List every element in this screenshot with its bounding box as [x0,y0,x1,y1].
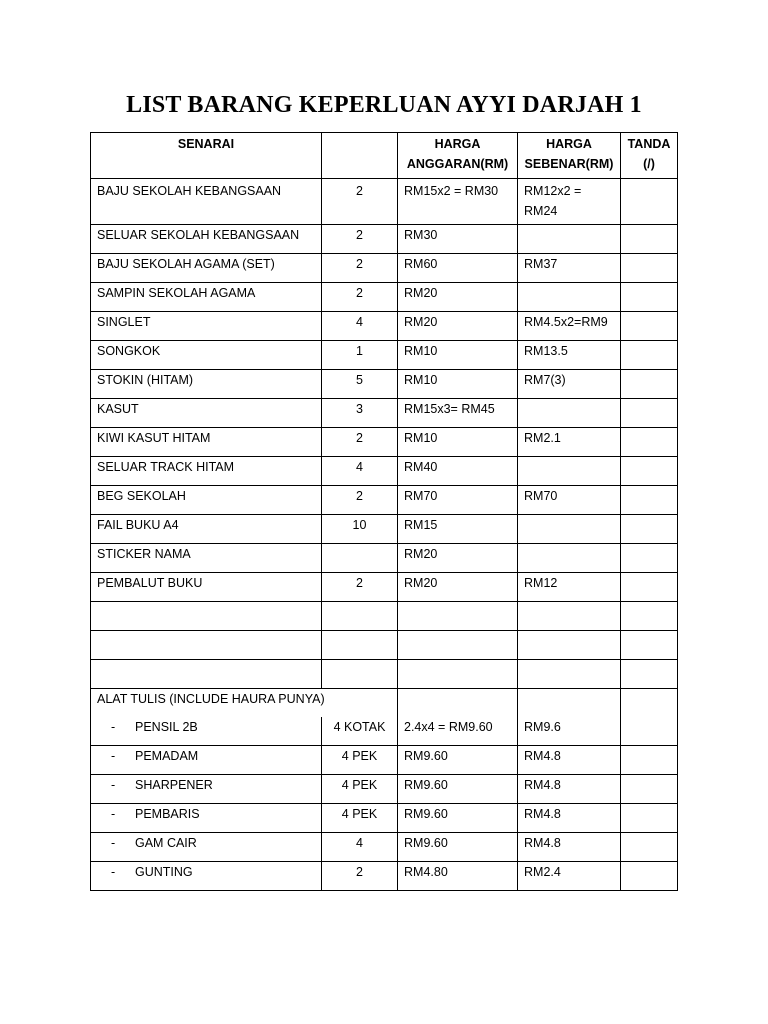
item-harga-sebenar-line2: RM24 [524,204,558,218]
item-harga-anggaran: RM20 [398,312,518,341]
bullet-dash: - [111,836,116,850]
item-qty: 1 [322,341,398,370]
table-row [91,179,678,225]
item-name [91,746,322,775]
table-row [91,486,678,515]
section-heading-empty [398,689,518,718]
item-harga-sebenar: RM4.8 [518,833,621,862]
item-name: BEG SEKOLAH [91,486,322,515]
item-tanda [621,573,678,602]
bullet-dash: - [111,778,116,792]
item-harga-sebenar: RM2.4 [518,862,621,891]
item-name: SINGLET [91,312,322,341]
item-harga-anggaran: RM10 [398,370,518,399]
bullet-dash: - [111,749,116,763]
header-quantity [322,133,398,179]
item-name: SAMPIN SEKOLAH AGAMA [91,283,322,312]
item-harga-sebenar [518,283,621,312]
item-harga-sebenar: RM2.1 [518,428,621,457]
item-harga-anggaran: RM10 [398,428,518,457]
item-name-label: PEMADAM [135,749,199,763]
item-qty: 2 [322,573,398,602]
item-harga-sebenar [518,515,621,544]
table-row [91,804,678,833]
section-heading-empty [518,689,621,718]
item-harga-anggaran: RM9.60 [398,804,518,833]
item-name: KASUT [91,399,322,428]
item-harga-sebenar: RM37 [518,254,621,283]
item-harga-anggaran: RM9.60 [398,775,518,804]
empty-cell [621,602,678,631]
item-name [91,833,322,862]
bullet-dash: - [111,865,116,879]
header-row [91,133,678,179]
item-qty: 2 [322,225,398,254]
item-harga-sebenar: RM13.5 [518,341,621,370]
item-harga-anggaran: RM70 [398,486,518,515]
table-row [91,775,678,804]
item-qty: 4 KOTAK [322,717,398,746]
item-tanda [621,370,678,399]
item-qty: 4 [322,312,398,341]
item-harga-anggaran: RM30 [398,225,518,254]
item-qty: 3 [322,399,398,428]
empty-cell [518,631,621,660]
shopping-list-table [90,132,678,891]
item-name: STICKER NAMA [91,544,322,573]
item-qty: 2 [322,862,398,891]
header-harga-sebenar [518,133,621,179]
header-harga-anggaran-line2: ANGGARAN(RM) [406,157,509,171]
item-harga-sebenar [518,457,621,486]
item-harga-sebenar: RM12 [518,573,621,602]
table-row [91,399,678,428]
item-name: SONGKOK [91,341,322,370]
item-name: PEMBALUT BUKU [91,573,322,602]
item-harga-anggaran: RM40 [398,457,518,486]
header-harga-anggaran-line1: HARGA [434,137,481,151]
item-harga-anggaran: RM20 [398,544,518,573]
item-harga-sebenar: RM7(3) [518,370,621,399]
item-qty: 4 [322,833,398,862]
empty-row [91,660,678,689]
item-name: BAJU SEKOLAH KEBANGSAAN [91,179,322,225]
item-harga-sebenar: RM4.8 [518,804,621,833]
item-tanda [621,341,678,370]
item-harga-sebenar: RM4.8 [518,775,621,804]
table-row [91,254,678,283]
item-name [91,862,322,891]
page-title: LIST BARANG KEPERLUAN AYYI DARJAH 1 [126,92,642,118]
item-tanda [621,746,678,775]
item-tanda [621,283,678,312]
item-qty: 2 [322,179,398,225]
bullet-dash: - [111,807,116,821]
item-harga-sebenar: RM4.5x2=RM9 [518,312,621,341]
item-qty: 4 PEK [322,775,398,804]
item-harga-anggaran: RM9.60 [398,833,518,862]
table-row [91,573,678,602]
item-tanda [621,775,678,804]
item-tanda [621,225,678,254]
empty-cell [621,631,678,660]
header-harga-anggaran [398,133,518,179]
empty-cell [398,660,518,689]
item-harga-sebenar: RM9.6 [518,717,621,746]
item-tanda [621,544,678,573]
table-row [91,862,678,891]
table-row [91,283,678,312]
empty-cell [518,602,621,631]
empty-cell [91,631,322,660]
item-qty: 2 [322,428,398,457]
table-row [91,746,678,775]
table-row [91,515,678,544]
item-qty: 2 [322,283,398,312]
table-row [91,717,678,746]
item-tanda [621,254,678,283]
item-name: BAJU SEKOLAH AGAMA (SET) [91,254,322,283]
item-harga-sebenar: RM70 [518,486,621,515]
item-name: SELUAR SEKOLAH KEBANGSAAN [91,225,322,254]
empty-row [91,631,678,660]
header-harga-sebenar-line1: HARGA [546,137,592,151]
item-name [91,775,322,804]
item-qty: 2 [322,486,398,515]
item-harga-anggaran: 2.4x4 = RM9.60 [398,717,518,746]
item-tanda [621,833,678,862]
header-tanda [621,133,678,179]
item-tanda [621,486,678,515]
header-senarai-label: SENARAI [177,137,235,151]
item-harga-anggaran: RM15 [398,515,518,544]
item-harga-sebenar-line1: RM12x2 = [524,184,582,198]
item-name [91,804,322,833]
item-harga-anggaran: RM9.60 [398,746,518,775]
table-row [91,544,678,573]
item-qty: 5 [322,370,398,399]
empty-cell [91,602,322,631]
item-harga-sebenar: RM4.8 [518,746,621,775]
table-row [91,833,678,862]
item-tanda [621,399,678,428]
empty-cell [322,602,398,631]
item-name-label: SHARPENER [135,778,213,792]
bullet-dash: - [111,720,116,734]
item-name: FAIL BUKU A4 [91,515,322,544]
table-row [91,457,678,486]
item-name [91,717,322,746]
item-tanda [621,804,678,833]
item-harga-anggaran: RM10 [398,341,518,370]
item-tanda [621,515,678,544]
item-qty: 4 PEK [322,746,398,775]
header-senarai [91,133,322,179]
item-tanda [621,312,678,341]
item-harga-anggaran: RM15x2 = RM30 [398,179,518,225]
section-heading: ALAT TULIS (INCLUDE HAURA PUNYA) [91,689,398,718]
empty-cell [398,631,518,660]
item-qty: 4 [322,457,398,486]
item-tanda [621,179,678,225]
item-harga-sebenar [518,225,621,254]
table-row [91,312,678,341]
item-tanda [621,717,678,746]
item-harga-anggaran: RM15x3= RM45 [398,399,518,428]
item-name: STOKIN (HITAM) [91,370,322,399]
empty-cell [322,631,398,660]
item-name-label: GAM CAIR [135,836,197,850]
header-harga-sebenar-line2: SEBENAR(RM) [524,157,614,171]
item-tanda [621,457,678,486]
section-heading-row [91,689,678,718]
empty-cell [518,660,621,689]
item-qty [322,544,398,573]
item-name-label: PEMBARIS [135,807,200,821]
item-qty: 4 PEK [322,804,398,833]
item-tanda [621,428,678,457]
table-row [91,428,678,457]
item-tanda [621,862,678,891]
item-qty: 10 [322,515,398,544]
item-harga-sebenar [518,544,621,573]
item-qty: 2 [322,254,398,283]
empty-cell [91,660,322,689]
table-row [91,341,678,370]
empty-cell [621,660,678,689]
item-harga-sebenar [518,179,621,225]
table-row [91,370,678,399]
empty-cell [322,660,398,689]
table-row [91,225,678,254]
header-tanda-line1: TANDA [627,137,671,151]
item-harga-anggaran: RM4.80 [398,862,518,891]
header-tanda-line2: (/) [643,157,655,171]
section-heading-empty [621,689,678,718]
item-harga-sebenar [518,399,621,428]
item-harga-anggaran: RM20 [398,283,518,312]
item-harga-anggaran: RM60 [398,254,518,283]
item-name: KIWI KASUT HITAM [91,428,322,457]
empty-cell [398,602,518,631]
item-name-label: PENSIL 2B [135,720,198,734]
empty-row [91,602,678,631]
item-name: SELUAR TRACK HITAM [91,457,322,486]
item-harga-anggaran: RM20 [398,573,518,602]
item-name-label: GUNTING [135,865,193,879]
